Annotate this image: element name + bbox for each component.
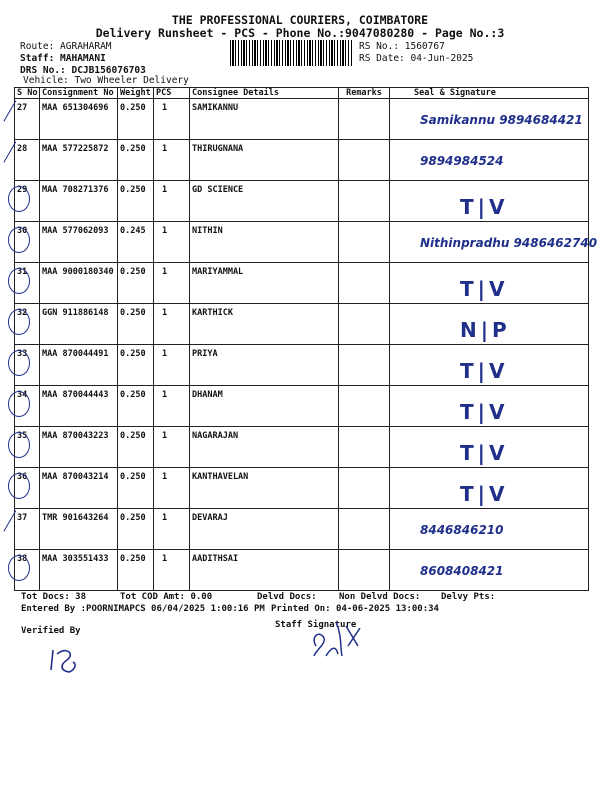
row-pcs-text: 1 — [162, 185, 168, 195]
row-weight-text: 0.250 — [120, 349, 146, 359]
row-consignment-no — [40, 304, 118, 345]
verifier-signature — [45, 640, 85, 680]
row-weight — [118, 427, 154, 468]
row-weight — [118, 99, 154, 140]
row-remarks — [339, 386, 390, 427]
verified-by-label: Verified By — [21, 626, 81, 636]
table-row — [15, 304, 589, 345]
row-weight — [118, 222, 154, 263]
row-pcs-text: 1 — [162, 390, 168, 400]
row-sno-text: 30 — [17, 226, 28, 236]
row-weight — [118, 468, 154, 509]
row-weight — [118, 304, 154, 345]
row-weight — [118, 263, 154, 304]
row-consignee-text: GD SCIENCE — [192, 185, 244, 195]
staff-signature — [306, 616, 366, 666]
row-sno-text: 28 — [17, 144, 28, 154]
table-row — [15, 386, 589, 427]
row-consignee-text: AADITHSAI — [192, 554, 239, 564]
row-consignee — [190, 345, 339, 386]
rs-date: RS Date: 04-Jun-2025 — [359, 53, 474, 64]
row-consignment-no — [40, 181, 118, 222]
row-consignment-no — [40, 140, 118, 181]
row-consignee — [190, 181, 339, 222]
row-sno-text: 36 — [17, 472, 28, 482]
row-signature — [390, 550, 589, 591]
barcode — [230, 40, 352, 66]
total-docs: Tot Docs: 38 — [21, 592, 87, 602]
row-consignment-no-text: MAA 870043223 — [42, 431, 109, 441]
row-pcs — [154, 427, 190, 468]
row-consignment-no-text: MAA 870043214 — [42, 472, 109, 482]
row-pcs-text: 1 — [162, 226, 168, 236]
row-weight-text: 0.250 — [120, 390, 146, 400]
pen-circle-mark — [8, 432, 30, 458]
row-pcs-text: 1 — [162, 513, 168, 523]
row-signature — [390, 386, 589, 427]
row-signature — [390, 427, 589, 468]
table-row — [15, 427, 589, 468]
row-pcs-text: 1 — [162, 431, 168, 441]
row-consignment-no-text: MAA 651304696 — [42, 103, 109, 113]
row-signature — [390, 263, 589, 304]
pen-circle-mark — [8, 391, 30, 417]
row-pcs — [154, 509, 190, 550]
row-signature — [390, 304, 589, 345]
table-row — [15, 263, 589, 304]
row-remarks — [339, 99, 390, 140]
row-consignee-text: PRIYA — [192, 349, 218, 359]
rs-number: RS No.: 1560767 — [359, 41, 445, 52]
handwritten-signature: 9894984524 — [420, 154, 504, 168]
col-consignee: Consignee Details — [190, 88, 339, 99]
handwritten-signature: N|P — [460, 318, 511, 342]
row-weight — [118, 509, 154, 550]
row-remarks — [339, 222, 390, 263]
delivered-docs: Delvd Docs: — [257, 592, 317, 602]
row-sno-text: 34 — [17, 390, 28, 400]
row-consignment-no — [40, 345, 118, 386]
row-consignment-no — [40, 386, 118, 427]
non-delivered-docs: Non Delvd Docs: — [339, 592, 421, 602]
table-row — [15, 550, 589, 591]
handwritten-signature: T|V — [460, 400, 509, 424]
row-pcs — [154, 181, 190, 222]
row-sno-text: 35 — [17, 431, 28, 441]
row-consignee-text: KANTHAVELAN — [192, 472, 249, 482]
row-pcs — [154, 345, 190, 386]
row-remarks — [339, 181, 390, 222]
row-weight-text: 0.250 — [120, 513, 146, 523]
row-consignment-no — [40, 509, 118, 550]
row-weight — [118, 550, 154, 591]
row-sno-text: 37 — [17, 513, 28, 523]
col-remarks: Remarks — [339, 88, 390, 99]
row-pcs — [154, 263, 190, 304]
total-cod-amount: Tot COD Amt: 0.00 — [120, 592, 213, 602]
drs-number: DRS No.: DCJB156076703 — [20, 65, 146, 76]
table-row — [15, 509, 589, 550]
row-consignee — [190, 509, 339, 550]
row-pcs — [154, 140, 190, 181]
row-weight-text: 0.250 — [120, 431, 146, 441]
row-remarks — [339, 550, 390, 591]
row-pcs-text: 1 — [162, 103, 168, 113]
entered-by: Entered By :POORNIMAPCS 06/04/2025 1:00:16 PM — [21, 604, 265, 614]
row-signature — [390, 99, 589, 140]
row-sno-text: 27 — [17, 103, 28, 113]
row-weight-text: 0.250 — [120, 185, 146, 195]
row-remarks — [339, 345, 390, 386]
row-weight-text: 0.250 — [120, 144, 146, 154]
row-sno-text: 32 — [17, 308, 28, 318]
row-sno-text: 29 — [17, 185, 28, 195]
row-pcs — [154, 222, 190, 263]
row-pcs — [154, 386, 190, 427]
runsheet-subtitle: Delivery Runsheet - PCS - Phone No.:9047080280 - Page No.:3 — [95, 26, 505, 40]
row-consignment-no — [40, 99, 118, 140]
staff-label: Staff: MAHAMANI — [20, 53, 106, 64]
row-consignment-no-text: MAA 708271376 — [42, 185, 109, 195]
row-consignee — [190, 263, 339, 304]
pen-circle-mark — [8, 555, 30, 581]
handwritten-signature: 8446846210 — [420, 523, 504, 537]
row-consignment-no — [40, 468, 118, 509]
table-row — [15, 468, 589, 509]
vehicle-label: Vehicle: Two Wheeler Delivery — [23, 75, 189, 86]
row-remarks — [339, 427, 390, 468]
row-sno-text: 31 — [17, 267, 28, 277]
row-signature — [390, 140, 589, 181]
row-consignee-text: THIRUGNANA — [192, 144, 244, 154]
row-consignment-no-text: MAA 870044491 — [42, 349, 109, 359]
row-weight — [118, 345, 154, 386]
table-row — [15, 222, 589, 263]
handwritten-signature: T|V — [460, 195, 509, 219]
row-weight-text: 0.250 — [120, 472, 146, 482]
row-weight-text: 0.250 — [120, 103, 146, 113]
row-signature — [390, 181, 589, 222]
row-sno-text: 38 — [17, 554, 28, 564]
row-consignment-no — [40, 550, 118, 591]
col-sno: S No — [15, 88, 40, 99]
handwritten-signature: Nithinpradhu 9486462740 — [420, 236, 598, 250]
row-consignee — [190, 386, 339, 427]
row-signature — [390, 468, 589, 509]
row-pcs — [154, 468, 190, 509]
col-signature: Seal & Signature — [390, 88, 589, 99]
handwritten-signature: T|V — [460, 359, 509, 383]
pen-circle-mark — [8, 186, 30, 212]
row-signature — [390, 345, 589, 386]
runsheet-table — [14, 87, 598, 591]
printed-on: Printed On: 04-06-2025 13:00:34 — [271, 604, 439, 614]
row-consignee — [190, 99, 339, 140]
delivery-points: Delvy Pts: — [441, 592, 496, 602]
row-consignee-text: DHANAM — [192, 390, 223, 400]
row-sno-text: 33 — [17, 349, 28, 359]
row-remarks — [339, 509, 390, 550]
row-weight-text: 0.250 — [120, 308, 146, 318]
handwritten-signature: T|V — [460, 482, 509, 506]
col-weight: Weight — [118, 88, 154, 99]
row-consignment-no-text: MAA 9000180340 — [42, 267, 114, 277]
row-consignee — [190, 427, 339, 468]
handwritten-signature: 8608408421 — [420, 564, 504, 578]
company-title: THE PROFESSIONAL COURIERS, COIMBATORE — [171, 13, 429, 27]
row-remarks — [339, 304, 390, 345]
row-consignee-text: NAGARAJAN — [192, 431, 239, 441]
row-consignee-text: SAMIKANNU — [192, 103, 239, 113]
row-weight — [118, 181, 154, 222]
row-pcs-text: 1 — [162, 267, 168, 277]
row-consignment-no-text: MAA 577062093 — [42, 226, 109, 236]
table-row — [15, 181, 589, 222]
row-consignment-no-text: MAA 303551433 — [42, 554, 109, 564]
row-consignment-no-text: GGN 911886148 — [42, 308, 109, 318]
row-pcs-text: 1 — [162, 349, 168, 359]
table-row — [15, 345, 589, 386]
row-consignee-text: NITHIN — [192, 226, 223, 236]
pen-circle-mark — [8, 227, 30, 253]
row-consignment-no — [40, 263, 118, 304]
row-consignee — [190, 550, 339, 591]
row-consignee — [190, 468, 339, 509]
row-remarks — [339, 468, 390, 509]
row-pcs-text: 1 — [162, 144, 168, 154]
row-consignment-no — [40, 427, 118, 468]
row-weight-text: 0.245 — [120, 226, 146, 236]
staff-signature-label: Staff Signature — [275, 620, 357, 630]
route-label: Route: AGRAHARAM — [20, 41, 112, 52]
row-remarks — [339, 140, 390, 181]
row-consignee-text: KARTHICK — [192, 308, 233, 318]
row-weight-text: 0.250 — [120, 554, 146, 564]
row-pcs-text: 1 — [162, 308, 168, 318]
table-header-row — [15, 88, 589, 99]
row-signature — [390, 222, 598, 263]
row-pcs — [154, 99, 190, 140]
pen-circle-mark — [8, 309, 30, 335]
row-pcs — [154, 550, 190, 591]
row-weight-text: 0.250 — [120, 267, 146, 277]
table-row — [15, 99, 589, 140]
row-weight — [118, 386, 154, 427]
row-consignee-text: MARIYAMMAL — [192, 267, 244, 277]
pen-circle-mark — [8, 473, 30, 499]
row-consignee — [190, 304, 339, 345]
handwritten-signature: T|V — [460, 441, 509, 465]
row-consignee — [190, 222, 339, 263]
table-row — [15, 140, 589, 181]
row-consignment-no — [40, 222, 118, 263]
pen-circle-mark — [8, 350, 30, 376]
row-consignment-no-text: TMR 901643264 — [42, 513, 109, 523]
row-remarks — [339, 263, 390, 304]
row-consignment-no-text: MAA 577225872 — [42, 144, 109, 154]
row-weight — [118, 140, 154, 181]
row-consignee-text: DEVARAJ — [192, 513, 228, 523]
row-consignee — [190, 140, 339, 181]
row-signature — [390, 509, 589, 550]
handwritten-signature: T|V — [460, 277, 509, 301]
row-consignment-no-text: MAA 870044443 — [42, 390, 109, 400]
col-pcs: PCS — [154, 88, 190, 99]
row-pcs-text: 1 — [162, 554, 168, 564]
col-consignment: Consignment No — [40, 88, 118, 99]
pen-circle-mark — [8, 268, 30, 294]
handwritten-signature: Samikannu 9894684421 — [420, 113, 583, 127]
row-pcs — [154, 304, 190, 345]
row-pcs-text: 1 — [162, 472, 168, 482]
